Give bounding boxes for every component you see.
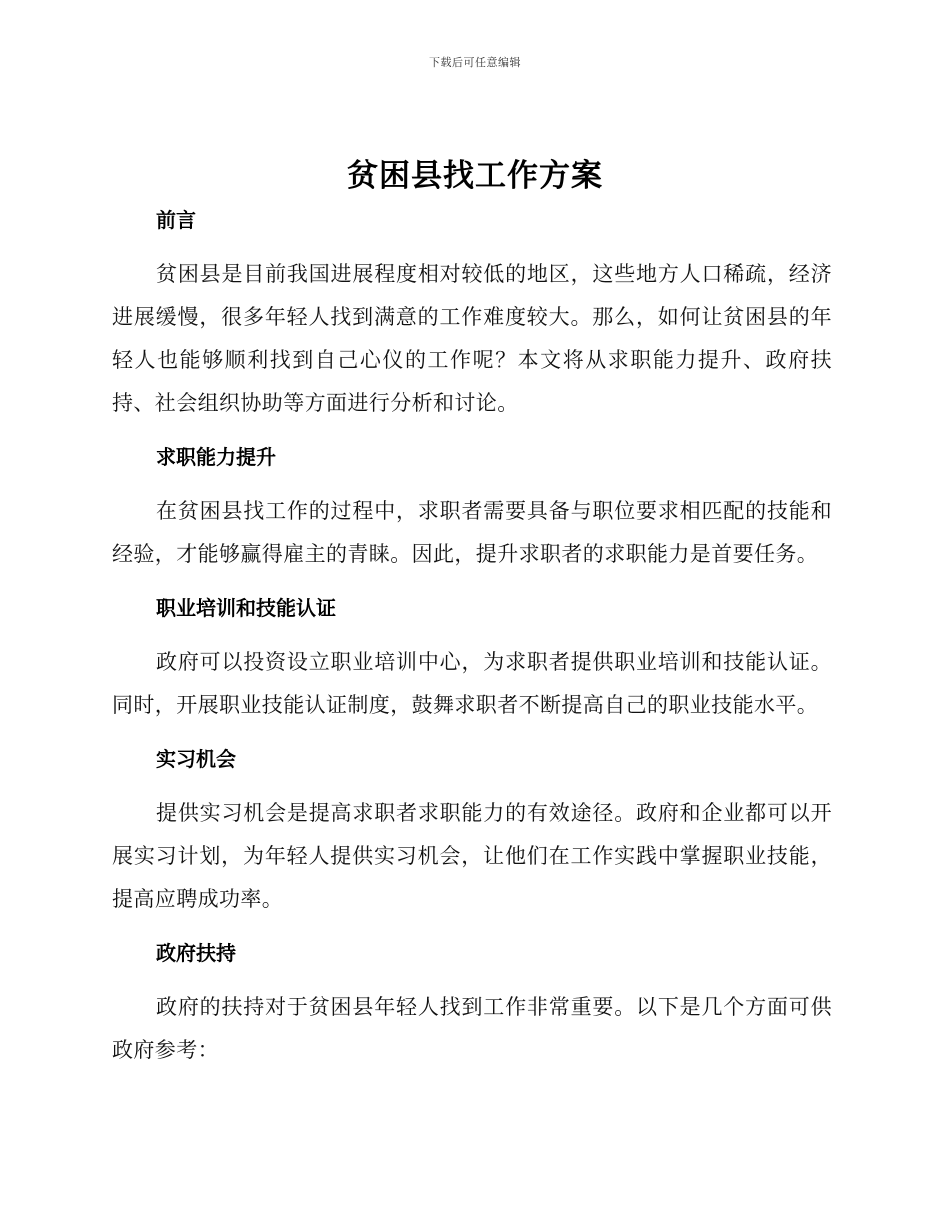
- section-heading-internship: 实习机会: [156, 747, 236, 771]
- section-paragraph-government-support: 政府的扶持对于贫困县年轻人找到工作非常重要。以下是几个方面可供政府参考：: [112, 995, 832, 1062]
- section-heading-preface: 前言: [156, 208, 196, 232]
- header-note: 下载后可任意编辑: [429, 56, 521, 69]
- section-paragraph-training-certification: 政府可以投资设立职业培训中心，为求职者提供职业培训和技能认证。同时，开展职业技能认证制度，鼓舞求职者不断提高自己的职业技能水平。: [112, 650, 832, 717]
- section-heading-government-support: 政府扶持: [156, 941, 236, 965]
- section-heading-training-certification: 职业培训和技能认证: [156, 596, 336, 620]
- section-paragraph-internship: 提供实习机会是提高求职者求职能力的有效途径。政府和企业都可以开展实习计划，为年轻人提供实习机会，让他们在工作实践中掌握职业技能，提高应聘成功率。: [112, 801, 832, 911]
- document-body: [112, 202, 832, 1072]
- section-paragraph-job-skills: 在贫困县找工作的过程中，求职者需要具备与职位要求相匹配的技能和经验，才能够赢得雇主的青睐。因此，提升求职者的求职能力是首要任务。: [112, 499, 832, 566]
- document-title: 贫困县找工作方案: [347, 158, 603, 194]
- section-heading-job-skills: 求职能力提升: [156, 445, 276, 469]
- section-paragraph-preface: 贫困县是目前我国进展程度相对较低的地区，这些地方人口稀疏，经济进展缓慢，很多年轻人找到满意的工作难度较大。那么，如何让贫困县的年轻人也能够顺利找到自己心仪的工作呢？本文将从求职能力提升、政府扶持、社会组织协助等方面进行分析和讨论。: [112, 262, 832, 415]
